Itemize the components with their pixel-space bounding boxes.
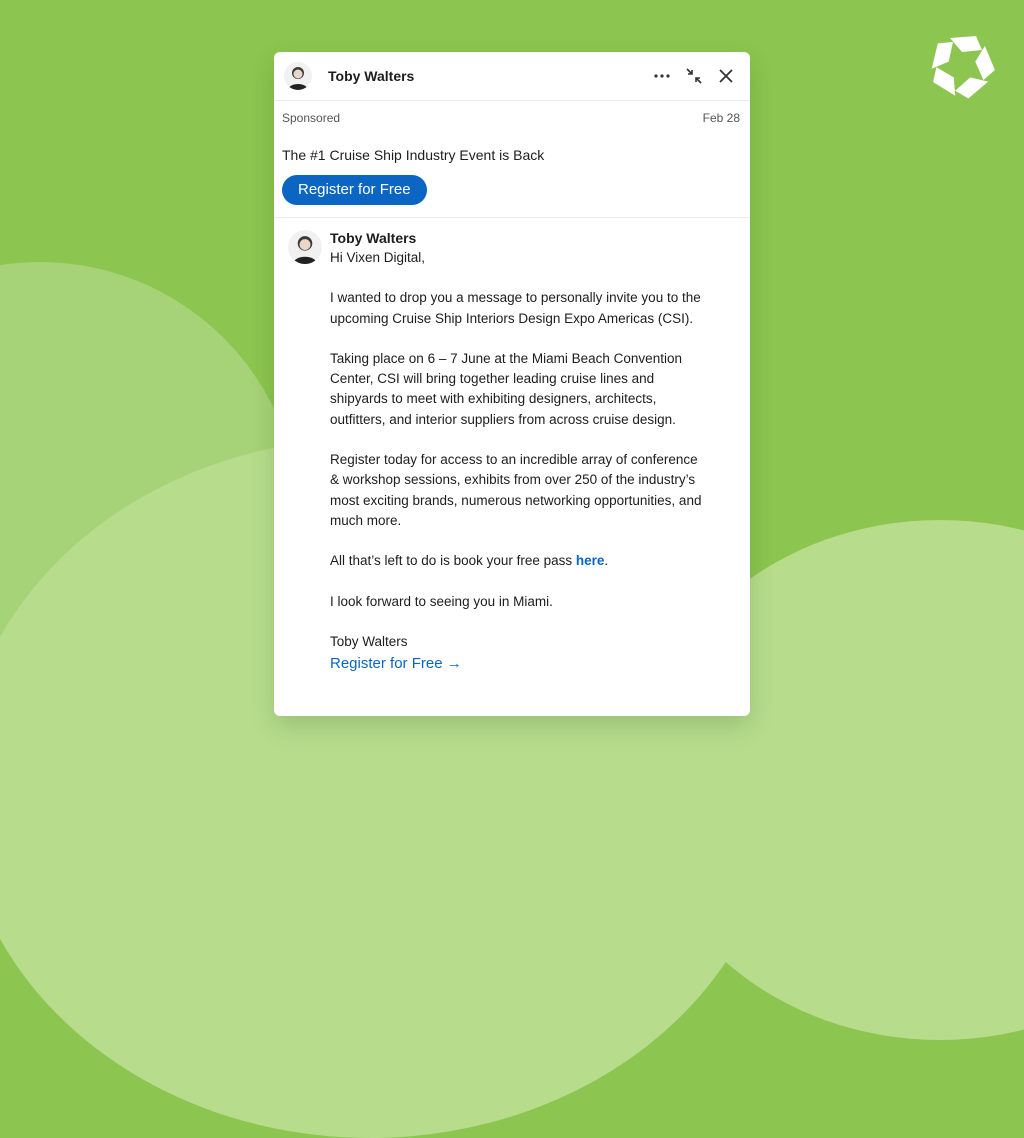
paragraph-line: & workshop sessions, exhibits from over 250 of the industry’s [330, 472, 696, 488]
message-item [274, 218, 750, 674]
paragraph-line: upcoming Cruise Ship Interiors Design Expo Americas (CSI). [330, 310, 694, 326]
register-for-free-button[interactable]: Register for Free [282, 175, 427, 205]
ad-headline: The #1 Cruise Ship Industry Event is Back [282, 147, 545, 163]
more-options-icon[interactable] [650, 64, 674, 88]
sender-name[interactable]: Toby Walters [330, 230, 417, 246]
sponsored-row [274, 101, 750, 125]
signature-register-link[interactable]: Register for Free → [330, 655, 462, 673]
paragraph-line: Register today for access to an incredible array of conference [330, 452, 698, 468]
close-icon[interactable] [714, 64, 738, 88]
message-date: Feb 28 [702, 111, 740, 125]
signature-name: Toby Walters [330, 633, 408, 649]
paragraph-line: most exciting brands, numerous networking opportunities, and [330, 492, 702, 508]
sponsored-label: Sponsored [282, 111, 341, 125]
paragraph-text: All that’s left to do is book your free pass [330, 553, 576, 569]
paragraph-line: much more. [330, 512, 402, 528]
paragraph-line: Center, CSI will bring together leading cruise lines and [330, 371, 655, 387]
paragraph-line: shipyards to meet with exhibiting designers, architects, [330, 391, 657, 407]
paragraph-line [330, 551, 730, 571]
paragraph-line: outfitters, and interior suppliers from across cruise design. [330, 411, 676, 427]
closing-line: I look forward to seeing you in Miami. [330, 593, 553, 609]
brand-logo-icon [912, 18, 1012, 114]
greeting: Hi Vixen Digital, [330, 250, 426, 265]
sender-avatar[interactable] [288, 230, 322, 264]
paragraph-line: Taking place on 6 – 7 June at the Miami Beach Convention [330, 350, 682, 366]
avatar[interactable] [284, 62, 312, 90]
header-sender-name[interactable]: Toby Walters [328, 68, 415, 84]
paragraph-end: . [604, 553, 609, 569]
paragraph-line: I wanted to drop you a message to personally invite you to the [330, 290, 701, 306]
message-panel [274, 52, 750, 716]
message-header [274, 52, 750, 101]
here-link[interactable]: here [575, 553, 605, 569]
minimize-icon[interactable] [682, 64, 706, 88]
message-body [330, 248, 730, 674]
